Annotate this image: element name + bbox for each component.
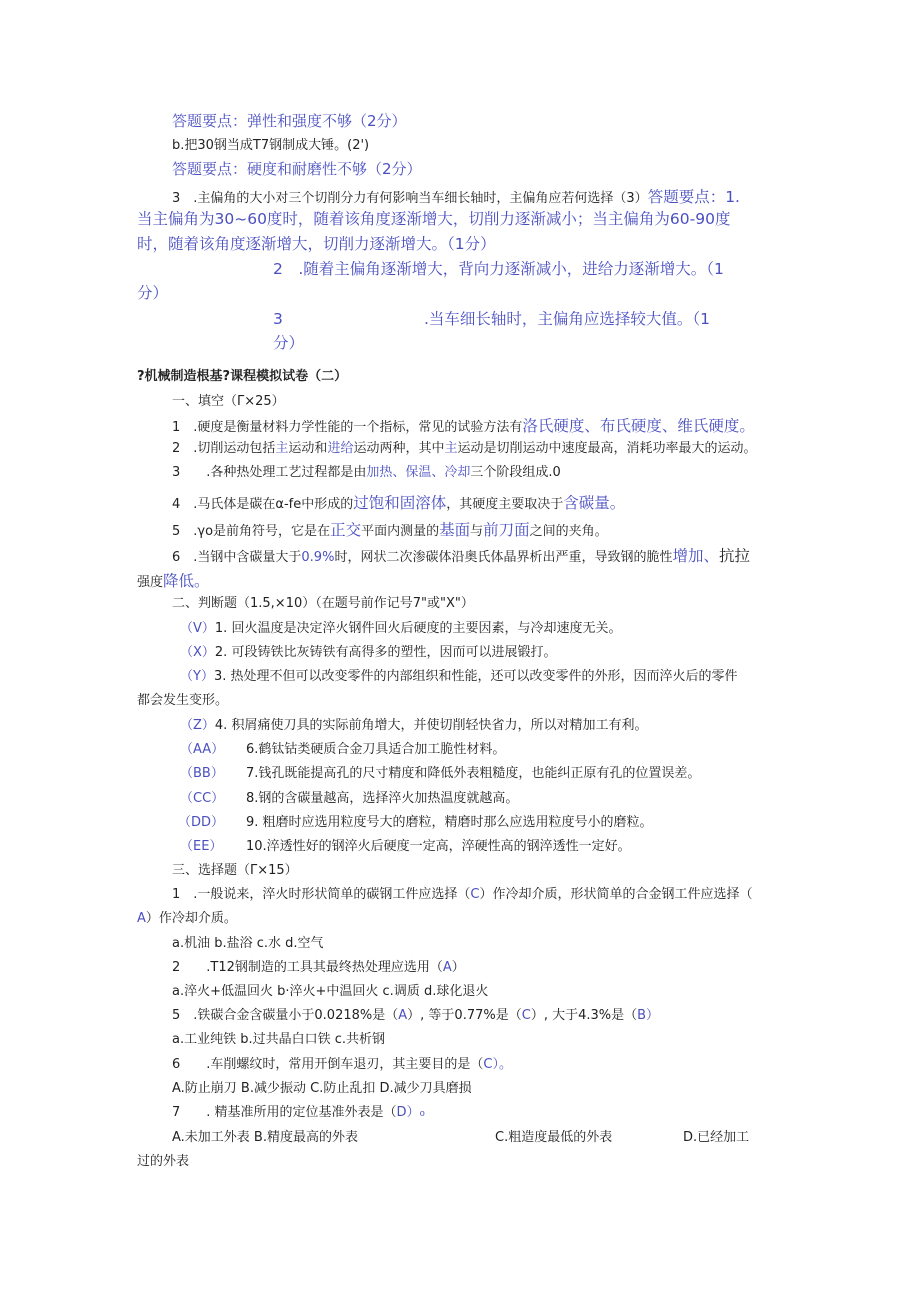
choice-q6-text: 6 .车削螺纹时，常用开倒车退刃，其主要目的是（ [172,1057,484,1072]
choice-q7-option-c: C.粗造度最低的外表 [495,1130,613,1145]
judge-text: 1. 回火温度是决定淬火钢件回火后硬度的主要因素，与冷却速度无关。 [214,621,622,636]
fill-q2-text2: 运动和 [288,441,328,456]
fill-q4-text2: ，其硬度主要取决于 [446,497,564,512]
judge-item [180,620,621,638]
fill-q1-answer: 洛氏硬度、布氏硬度、维氏硬度。 [522,417,755,435]
judge-text: 3. 热处理不但可以改变零件的内部组织和性能，还可以改变零件的外形，因而淬火后的零件 [213,669,738,684]
choice-q7-option-d-cont: 过的外表 [137,1154,190,1169]
question-3-main-angle [172,186,740,208]
judge-item [180,741,505,759]
fill-q1-text: 1 .硬度是衡量材料力学性能的一个指标，常见的试验方法有 [172,420,523,435]
judge-mark: （BB） [180,766,224,781]
judge-item [180,838,631,856]
fill-q4-answer2: 含碳量。 [563,494,626,512]
question-3-text: 3 .主偏角的大小对三个切削分力有何影响当车细长轴时，主偏角应若何选择（3） [172,191,648,206]
choice-q6-answer: C [483,1057,493,1072]
choice-q7-text: 7 . 精基准所用的定位基准外表是（ [172,1105,397,1120]
choice-q1 [172,886,753,904]
judge-text: 7.钱孔既能提高孔的尺寸精度和降低外表粗糙度，也能纠正原有孔的位置误差。 [246,766,701,781]
fill-q6-text4: 强度 [137,575,164,590]
fill-q4 [172,492,625,514]
choice-q5-options: a.工业纯铁 b.过共晶白口铁 c.共析钢 [172,1032,386,1047]
question-3-answer-line3-end: 分） [137,284,169,302]
fill-q3-answer: 加热、保温、冷却 [366,465,471,480]
choice-q6 [172,1056,512,1074]
fill-q2-text3: 运动两种，其中 [353,441,445,456]
fill-q1 [172,415,755,437]
choice-q1-text2: ）作冷却介质，形状简单的合金钢工件应选择（ [479,887,753,902]
fill-q2-text4: 运动是切削运动中速度最高，消耗功率最大的运动。 [457,441,757,456]
fill-q2-answer-feed: 进给 [327,441,354,456]
choice-q6-text2: ）。 [492,1057,512,1072]
judge-mark: （EE） [180,839,223,854]
fill-q5-text4: 之间的夹角。 [529,524,608,539]
judge-item [178,814,653,832]
fill-q6 [172,545,750,567]
fill-q6-text: 6 .当钢中含碳量大于 [172,550,302,565]
fill-q6-cont [137,570,210,592]
choice-q5-text: 5 .铁碳合金含碳量小于0.0218%是（ [172,1008,399,1023]
judge-item [180,644,556,662]
judge-mark: （Y） [180,669,214,684]
choice-q5-text4: ） [646,1008,660,1023]
choice-q7-text2: ）₀ [406,1105,425,1120]
choice-q1-answer1: C [470,887,480,902]
judge-text: 10.淬透性好的钢淬火后硬度一定高，淬硬性高的钢淬透性一定好。 [246,839,631,854]
judge-text: 8.钢的含碳量越高，选择淬火加热温度就越高。 [246,791,519,806]
question-3-answer-line1: 当主偏角为30~60度时，随着该角度逐渐增大，切削力逐渐减小；当主偏角为60-90度 [137,210,731,228]
fill-q4-answer1: 过饱和固溶体 [353,494,447,512]
choice-q7 [172,1104,425,1122]
fill-q6-answer1: 0.9% [301,550,335,565]
fill-q2-answer-main2: 主 [444,441,458,456]
choice-q2-text2: ） [451,960,465,975]
choice-q6-options: A.防止崩刀 B.减少振动 C.防止乱扣 D.减少刀具磨损 [172,1081,472,1096]
judge-item-cont [137,692,228,710]
choice-q5-answer1: A [398,1008,408,1023]
question-3-answer-line4-end: 分） [273,334,305,352]
fill-q4-text: 4 .马氏体是碳在α-fe中形成的 [172,497,354,512]
fill-q5-answer3: 前刀面 [483,521,530,539]
fill-q6-text3: 抗拉 [718,547,750,565]
judge-text: 9. 粗磨时应选用粒度号大的磨粒，精磨时那么应选用粒度号小的磨粒。 [246,815,653,830]
fill-q3-text: 3 .各种热处理工艺过程都是由 [172,465,367,480]
fill-q6-text2: 时，网状二次渗碳体沿奥氏体晶界析出严重，导致钢的脆性 [334,550,673,565]
choice-q1-options: a.机油 b.盐浴 c.水 d.空气 [172,936,324,951]
fill-q2-text: 2 .切削运动包括 [172,441,276,456]
fill-q2-answer-main: 主 [275,441,289,456]
choice-q5-answer2: C [521,1008,531,1023]
choice-q1-text: 1 .一般说来，淬火时形状简单的碳钢工件应选择（ [172,887,471,902]
judge-text: 都会发生变形。 [137,693,229,708]
judge-mark: （V） [180,621,215,636]
judge-text: 4. 积屑痛使刀具的实际前角增大，并使切削轻快省力，所以对精加工有利。 [214,718,648,733]
exam-title: ?机械制造根基?课程模拟试卷（二） [137,369,348,384]
fill-q3-text2: 三个阶段组成.0 [470,465,561,480]
fill-q2 [172,440,757,458]
choice-q2-text: 2 .T12钢制造的工具其最终热处理应选用（ [172,960,443,975]
fill-q3 [172,464,561,482]
choice-q1-answer2: A [137,911,146,926]
fill-q5-text: 5 .γo是前角符号，它是在 [172,524,331,539]
fill-q5-answer2: 基面 [439,521,471,539]
choice-q2-answer: A [442,960,452,975]
judge-mark: （X） [180,645,215,660]
judge-item [180,668,738,686]
judge-item [180,765,700,783]
answer-point-hardness: 答题要点：硬度和耐磨性不够（2分） [172,160,422,178]
fill-q5-text3: 与 [470,524,484,539]
choice-q5-text3: ）, 大于4.3%是（ [530,1008,638,1023]
question-3-answer-line3: 2 .随着主偏角逐渐增大，背向力逐渐减小，进给力逐渐增大。（1 [273,260,724,278]
choice-q1-cont [137,910,237,928]
judge-item [180,790,518,808]
fill-heading: 一、填空（Γ×25） [172,394,285,409]
fill-q6-answer3: 降低。 [163,572,210,590]
judge-mark: （Z） [180,718,215,733]
fill-q6-answer2: 增加、 [672,547,719,565]
choice-q5-answer3: B [637,1008,647,1023]
fill-q5-text2: 平面内测量的 [361,524,440,539]
choice-q2-options: a.淬火+低温回火 b·淬火+中温回火 c.调质 d.球化退火 [172,984,489,999]
question-3-answer-line4: .当车细长轴时，主偏角应选择较大值。（1 [424,310,711,328]
answer-point-elasticity: 答题要点：弹性和强度不够（2分） [172,112,407,130]
choice-q7-option-d: D.已经加工 [683,1130,750,1145]
judge-text: 2. 可段铸铁比灰铸铁有高得多的塑性，因而可以进展锻打。 [214,645,557,660]
choice-q5-text2: ）, 等于0.77%是（ [407,1008,522,1023]
question-3-answer-line2: 时，随着该角度逐渐增大，切削力逐渐增大。（1分） [137,235,496,253]
choice-q7-answer: D [396,1105,407,1120]
judge-mark: （AA） [180,742,225,757]
judge-heading: 二、判断题（1.5,×10）（在题号前作记号7"或"X"） [172,596,474,611]
fill-q5-answer1: 正交 [330,521,362,539]
question-b-line: b.把30钢当成T7钢制成大锤。(2') [172,138,370,153]
judge-mark: （DD） [178,815,225,830]
question-3-answer-start: 答题要点：1. [647,188,740,206]
choice-q2 [172,959,465,977]
choice-q1-text3: ）作冷却介质。 [145,911,237,926]
judge-text: 6.鹤钛钴类硬质合金刀具适合加工脆性材料。 [246,742,506,757]
choice-q5 [172,1007,659,1025]
fill-q5 [172,519,608,541]
judge-item [180,717,647,735]
choice-heading: 三、选择题（Γ×15） [172,863,298,878]
judge-mark: （CC） [180,791,225,806]
question-3-answer-num3: 3 [273,310,283,328]
choice-q7-option-ab: A.未加工外表 B.精度最高的外表 [172,1130,358,1145]
